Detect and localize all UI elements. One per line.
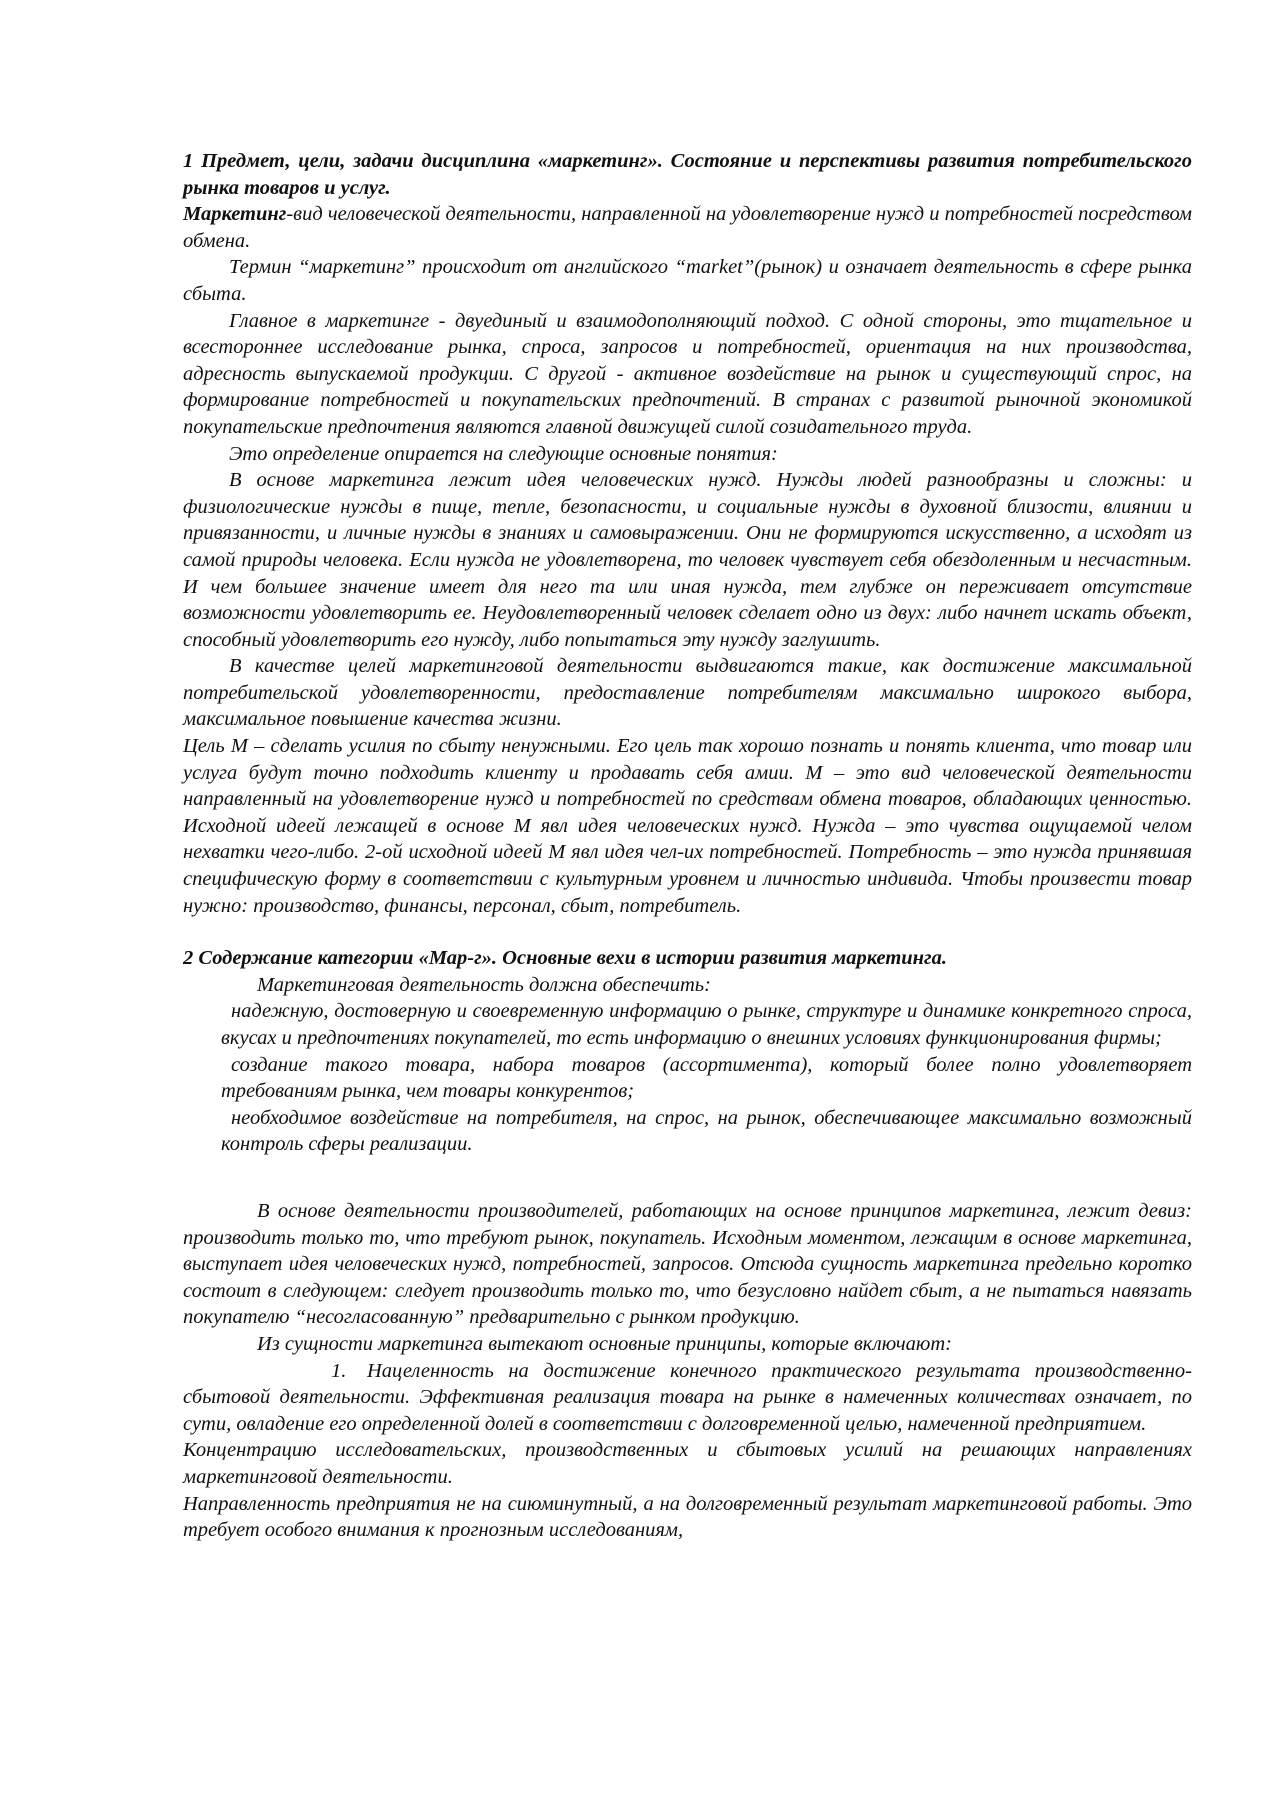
list-item: создание такого товара, набора товаров (ассортимента), который более полно удовлетворяет требованиям рынка, чем товары конкурентов; [221,1053,1192,1103]
list-item: необходимое воздействие на потребителя, на спрос, на рынок, обеспечивающее максимально возможный контроль сферы реализации. [221,1106,1192,1156]
definition-text: -вид человеческой деятельности, направленной на удовлетворение нужд и потребностей посредством обмена. [183,203,1192,252]
item-number: 1. [331,1359,347,1382]
paragraph-marketing-goals: В качестве целей маркетинговой деятельности выдвигаются такие, как достижение максимальной потребительской удовлетворенности, предоставление потребителям максимально широкого выбора, максимальное повышение качества жизни. [183,655,1192,731]
document-page [183,148,1192,1544]
definition-term: Маркетинг [183,203,287,226]
numbered-item-1 [183,1358,1192,1438]
list-item: надежную, достоверную и своевременную информацию о рынке, структуре и динамике конкретного спроса, вкусах и предпочтениях покупателей, то есть информацию о внешних условиях функционирования фирмы; [221,1000,1192,1049]
paragraph-motto: В основе деятельности производителей, работающих на основе принципов маркетинга, лежит девиз: производить только то, что требуют рынок, покупатель. Исходным моментом, лежащим в основе маркетинга, выступает идея человеческих нужд, потребностей, запросов. Отсюда сущность маркетинга предельно коротко состоит в следующем: следует производить только то, что безусловно найдет сбыт, а не пытаться навязать покупателю “несогласованную” предварительно с рынком продукцию. [183,1199,1192,1329]
paragraph-activity-intro: Маркетинговая деятельность должна обеспечить: [257,973,711,996]
paragraph-main-approach: Главное в маркетинге - двуединый и взаимодополняющий подход. С одной стороны, это тщательное и всестороннее исследование рынка, спроса, запросов и потребностей, ориентация на них производства, адресность выпускаемой продукции. С другой - активное воздействие на рынок и существующий спрос, на формирование потребностей и покупательских предпочтений. В странах с развитой рыночной экономикой покупательские предпочтения являются главной движущей силой созидательного труда. [183,309,1192,438]
section1-heading: 1 Предмет, цели, задачи дисциплина «маркетинг». Состояние и перспективы развития потребительского рынка товаров и услуг. [183,150,1192,199]
marketing-definition [183,201,1192,254]
paragraph-long-term-direction: Направленность предприятия не на сиюминутный, а на долговременный результат маркетинговой работы. Это требует особого внимания к прогнозным исследованиям, [183,1492,1192,1542]
paragraph-term-origin: Термин “маркетинг” происходит от английского “market”(рынок) и означает деятельность в сфере рынка сбыта. [183,256,1192,305]
paragraph-definition-basis: Это определение опирается на следующие основные понятия: [229,442,778,465]
item-text: Нацеленность на достижение конечного практического результата производственно-сбытовой деятельности. Эффективная реализация товара на рынке в намеченных количествах означает, по сути, овладение его определенной долей в соответствии с долговременной целью, намеченной предприятием. [183,1359,1192,1435]
paragraph-marketing-aim: Цель М – сделать усилия по сбыту ненужными. Его цель так хорошо познать и понять клиента, что товар или услуга будут точно подходить клиенту и продавать себя амии. М – это вид человеческой деятельности направленный на удовлетворение нужд и потребностей по средствам обмена товаров, обладающих ценностью. Исходной идеей лежащей в основе М явл идея человеческих нужд. Нужда – это чувства ощущаемой челом нехватки чего-либо. 2-ой исходной идеей М явл идея чел-их потребностей. Потребность – это нужда принявшая специфическую форму в соответствии с культурным уровнем и личностью индивида. Чтобы произвести товар нужно: производство, финансы, персонал, сбыт, потребитель. [183,735,1192,917]
paragraph-human-needs: В основе маркетинга лежит идея человеческих нужд. Нужды людей разнообразны и сложны: и физиологические нужды в пище, тепле, безопасности, и социальные нужды в духовной близости, влиянии и привязанности, и личные нужды в знаниях и самовыражении. Они не формируются искусственно, а исходят из самой природы человека. Если нужда не удовлетворена, то человек чувствует себя обездоленным и несчастным. И чем большее значение имеет для него та или иная нужда, тем глубже он переживает отсутствие возможности удовлетворить ее. Неудовлетворенный человек сделает одно из двух: либо начнет искать объект, способный удовлетворить его нужду, либо попытаться эту нужду заглушить. [183,469,1192,651]
section2-heading: 2 Содержание категории «Мар-г». Основные вехи в истории развития маркетинга. [183,947,947,970]
paragraph-concentration: Концентрацию исследовательских, производственных и сбытовых усилий на решающих направлениях маркетинговой деятельности. [183,1439,1192,1488]
paragraph-principles-intro: Из сущности маркетинга вытекают основные принципы, которые включают: [257,1332,952,1355]
